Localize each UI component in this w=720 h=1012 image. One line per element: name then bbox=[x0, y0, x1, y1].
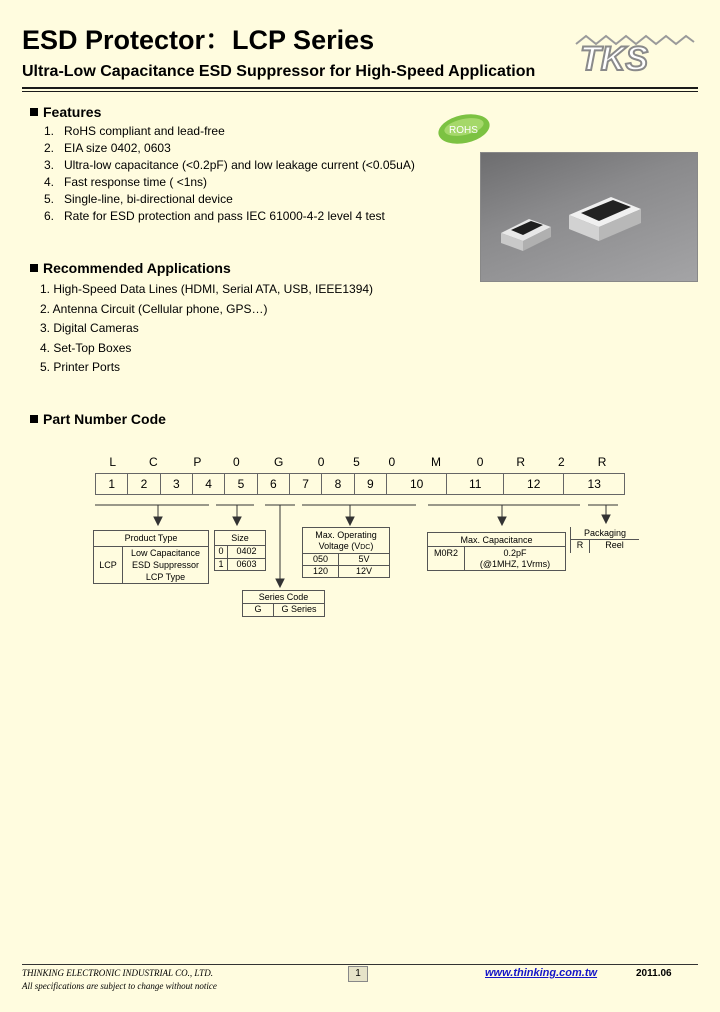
code-position: 11 bbox=[447, 474, 504, 495]
bullet-square-icon bbox=[30, 415, 38, 423]
list-item: 2. Antenna Circuit (Cellular phone, GPS…) bbox=[40, 301, 268, 316]
table-title: Voltage (VDC) bbox=[318, 541, 374, 551]
code-position: 13 bbox=[587, 477, 601, 491]
code-position: 6 bbox=[257, 474, 289, 495]
table-cell: 0 bbox=[218, 546, 224, 556]
code-letter: 2 bbox=[558, 455, 565, 469]
code-letter: C bbox=[148, 455, 158, 469]
table-cell: LCP bbox=[99, 560, 117, 570]
list-item: 1. RoHS compliant and lead-free bbox=[44, 124, 225, 138]
code-letter: 5 bbox=[353, 455, 360, 469]
product-photo bbox=[480, 152, 698, 282]
page-subtitle: Ultra-Low Capacitance ESD Suppressor for High-Speed Application bbox=[22, 63, 536, 80]
footer-date: 2011.06 bbox=[636, 968, 672, 979]
code-letter: M bbox=[430, 455, 441, 469]
list-item: 3. Digital Cameras bbox=[40, 321, 139, 335]
table-cell: ESD Suppressor bbox=[131, 560, 200, 570]
table-cell: Low Capacitance bbox=[130, 548, 201, 558]
part-number-heading: Part Number Code bbox=[30, 411, 166, 427]
voltage-table bbox=[302, 527, 390, 578]
code-letter: L bbox=[109, 455, 117, 469]
code-letter: 0 bbox=[388, 455, 396, 469]
features-heading: Features bbox=[30, 104, 101, 120]
rohs-label: ROHS bbox=[449, 125, 478, 136]
features-list bbox=[44, 123, 415, 225]
code-position: 5 bbox=[225, 474, 257, 495]
table-cell: 120 bbox=[312, 566, 329, 576]
bullet-square-icon bbox=[30, 264, 38, 272]
code-position: 3 bbox=[160, 474, 192, 495]
header-rule-thin bbox=[22, 91, 698, 92]
size-table bbox=[214, 530, 266, 571]
bullet-square-icon bbox=[30, 108, 38, 116]
footer-company: THINKING ELECTRONIC INDUSTRIAL CO., LTD. bbox=[22, 968, 213, 978]
list-item: 2. EIA size 0402, 0603 bbox=[44, 141, 171, 155]
code-position: 2 bbox=[128, 474, 160, 495]
code-letter: 0 bbox=[317, 455, 325, 469]
series-code-table bbox=[242, 590, 325, 617]
table-title: Size bbox=[231, 533, 249, 543]
footer-notice: All specifications are subject to change without notice bbox=[22, 981, 217, 991]
table-cell: 1 bbox=[218, 559, 224, 569]
code-letter: 0 bbox=[476, 455, 484, 469]
product-type-table bbox=[93, 530, 209, 584]
list-item: 5. Single-line, bi-directional device bbox=[44, 192, 233, 206]
code-position: 9 bbox=[354, 474, 386, 495]
header-rule bbox=[22, 87, 698, 89]
list-item: 5. Printer Ports bbox=[40, 360, 121, 374]
table-cell: 0402 bbox=[236, 546, 257, 556]
code-positions-row bbox=[95, 473, 625, 495]
table-title: Packaging bbox=[583, 528, 627, 538]
footer-website-link[interactable]: www.thinking.com.tw bbox=[485, 967, 598, 979]
applications-heading: Recommended Applications bbox=[30, 260, 231, 276]
packaging-table bbox=[570, 527, 638, 553]
table-cell: 050 bbox=[312, 554, 329, 564]
code-position: 4 bbox=[192, 474, 224, 495]
table-cell: 0.2pF bbox=[503, 548, 527, 558]
rohs-leaf-icon bbox=[436, 112, 492, 146]
table-cell: G bbox=[254, 604, 262, 614]
table-cell: Reel bbox=[605, 540, 624, 550]
list-item: 6. Rate for ESD protection and pass IEC 61000-4-2 level 4 test bbox=[44, 209, 385, 223]
page-title: ESD Protector：LCP Series bbox=[22, 25, 375, 55]
table-title: Max. Capacitance bbox=[460, 535, 533, 545]
logo-text: TKS bbox=[580, 40, 648, 78]
table-cell: (@1MHZ, 1Vrms) bbox=[479, 559, 551, 569]
table-title: Product Type bbox=[124, 533, 178, 543]
list-item: 3. Ultra-low capacitance (<0.2pF) and low leakage current (<0.05uA) bbox=[44, 158, 415, 172]
code-letter: P bbox=[193, 455, 202, 469]
table-cell: 5V bbox=[358, 554, 370, 564]
table-cell: M0R2 bbox=[433, 548, 458, 558]
company-logo bbox=[572, 16, 698, 78]
code-letter: G bbox=[274, 455, 284, 469]
code-position: 12 bbox=[504, 474, 564, 495]
table-cell: G Series bbox=[281, 604, 317, 614]
table-cell: 12V bbox=[355, 566, 372, 576]
code-letter: 0 bbox=[232, 455, 240, 469]
code-letter: R bbox=[516, 455, 526, 469]
table-cell: LCP Type bbox=[145, 572, 186, 582]
footer-rule bbox=[22, 964, 698, 965]
list-item: 1. High-Speed Data Lines (HDMI, Serial ATA, USB, IEEE1394) bbox=[40, 282, 374, 296]
table-title: Series Code bbox=[258, 592, 309, 602]
page-number: 1 bbox=[348, 966, 368, 982]
table-title: Max. Operating bbox=[315, 530, 377, 540]
code-position: 1 bbox=[96, 474, 128, 495]
applications-list bbox=[40, 280, 373, 378]
table-cell: 0603 bbox=[236, 559, 257, 569]
code-position: 7 bbox=[289, 474, 321, 495]
list-item: 4. Set-Top Boxes bbox=[40, 340, 132, 355]
code-position: 10 bbox=[386, 474, 446, 495]
capacitance-table bbox=[427, 532, 566, 571]
code-letter: R bbox=[597, 455, 607, 469]
table-cell: R bbox=[576, 540, 584, 550]
list-item: 4. Fast response time ( <1ns) bbox=[44, 175, 208, 189]
code-letters-row bbox=[95, 455, 625, 469]
code-position: 8 bbox=[322, 474, 354, 495]
